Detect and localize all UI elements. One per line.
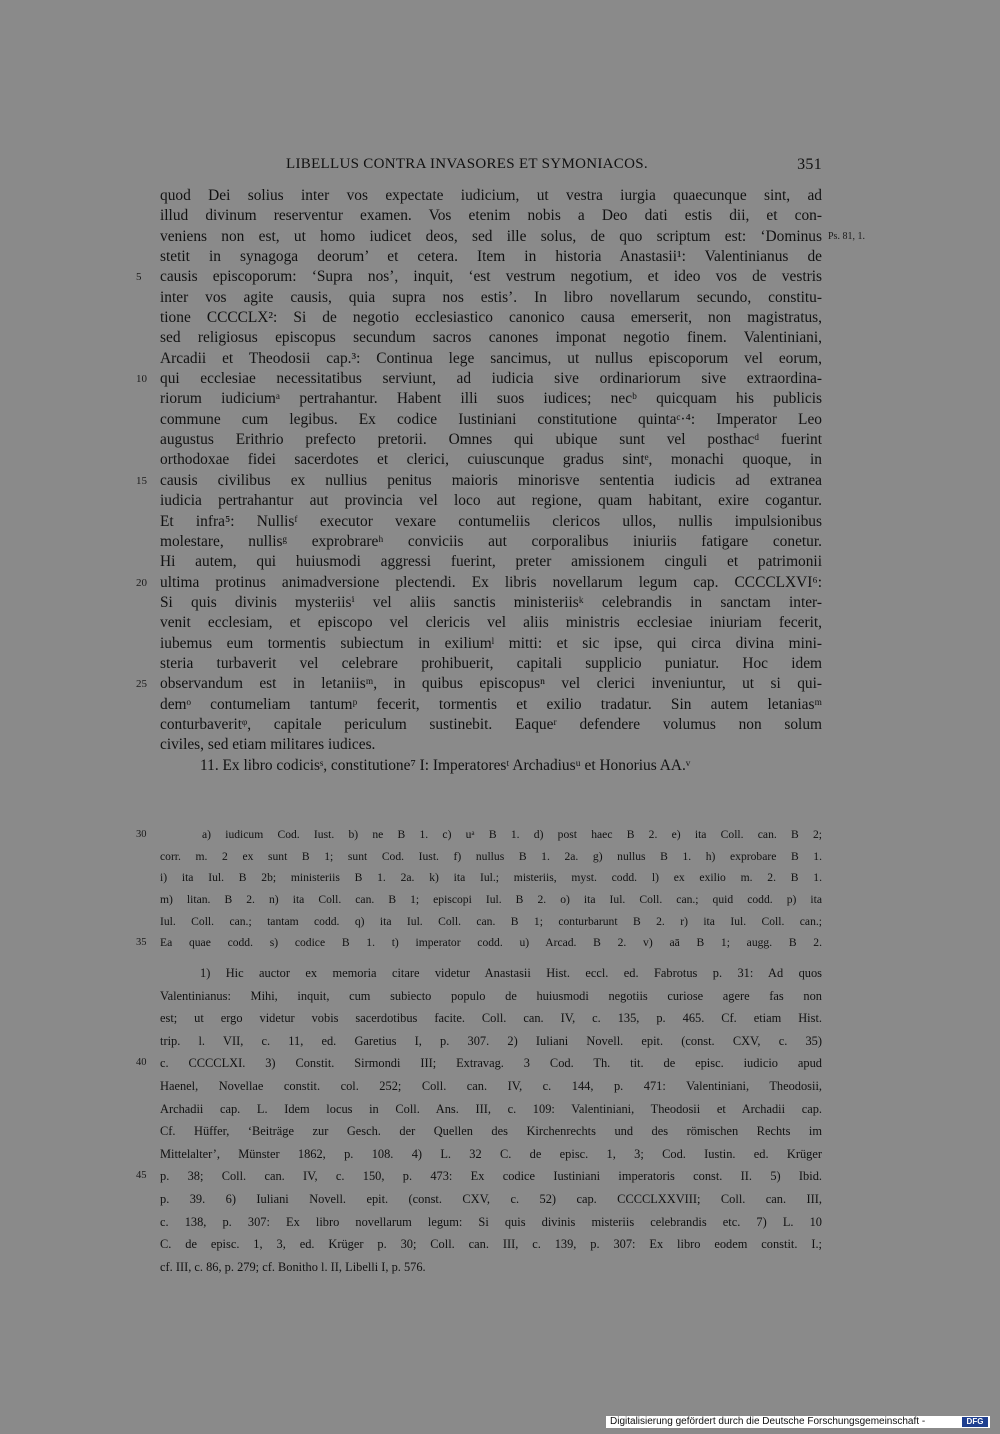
footnote-line bbox=[160, 1098, 822, 1121]
running-header bbox=[160, 156, 822, 180]
apparatus-line bbox=[160, 867, 822, 889]
line-number: 15 bbox=[136, 474, 147, 487]
text-line bbox=[160, 308, 822, 328]
text-line bbox=[160, 613, 822, 633]
line-text: c. 138, p. 307: Ex libro novellarum legum: Si quis divinis misteriis celebrandis etc. 7) L. 10 bbox=[160, 1214, 822, 1229]
line-text: qui ecclesiae necessitatibus serviunt, ad iudicia sive ordinariorum sive extraordina- bbox=[160, 370, 822, 388]
line-number: 40 bbox=[136, 1057, 147, 1069]
text-line bbox=[160, 430, 822, 450]
text-line bbox=[160, 634, 822, 654]
line-text: Valentinianus: Mihi, inquit, cum subiecto populo de huiusmodi negotiis curiose agere fas non bbox=[160, 988, 822, 1003]
apparatus-line bbox=[160, 889, 822, 911]
line-text: inter vos agite causis, quia supra nos estis’. In libro novellarum secundo, constitu- bbox=[160, 288, 822, 306]
text-line bbox=[136, 573, 822, 593]
line-number: 25 bbox=[136, 678, 147, 691]
text-line bbox=[160, 227, 865, 247]
text-line bbox=[160, 695, 822, 715]
footnote-line bbox=[160, 1233, 822, 1256]
footnote-line bbox=[160, 1007, 822, 1030]
line-number: 10 bbox=[136, 373, 147, 386]
line-text: ultima protinus animadversione plectendi. Ex libris novellarum legum cap. CCCCLXVI⁶: bbox=[160, 573, 822, 591]
line-text: illud divinum reserventur examen. Vos etenim nobis a Deo dati estis dii, et con- bbox=[160, 207, 822, 225]
text-line bbox=[136, 471, 822, 491]
dfg-logo: DFG bbox=[962, 1417, 988, 1427]
line-text: demᵒ contumeliam tantumᵖ fecerit, tormentis et exilio tradatur. Sin autem letaniasᵐ bbox=[160, 695, 822, 713]
footnote-line bbox=[160, 962, 822, 985]
line-text: 1) Hic auctor ex memoria citare videtur Anastasii Hist. eccl. ed. Fabrotus p. 31: Ad quos bbox=[200, 966, 822, 980]
apparatus-line bbox=[136, 824, 822, 846]
footnotes bbox=[136, 962, 822, 1278]
line-text: cf. III, c. 86, p. 279; cf. Bonitho l. II, Libelli I, p. 576. bbox=[160, 1259, 426, 1274]
footnote-line bbox=[136, 1165, 822, 1188]
text-line bbox=[136, 674, 822, 694]
text-line bbox=[160, 349, 822, 369]
line-text: Arcadii et Theodosii cap.³: Continua lege sancimus, ut nullus episcoporum vel eorum, bbox=[160, 349, 822, 367]
line-text: iudicia pertrahantur aut provincia vel loco aut regione, quam habitant, exire cogantur. bbox=[160, 492, 822, 510]
line-number: 5 bbox=[136, 271, 142, 284]
line-text: a) iudicum Cod. Iust. b) ne B 1. c) uᵃ B 1. d) post haec B 2. e) ita Coll. can. B 2; bbox=[202, 828, 822, 841]
line-text: molestare, nullisᵍ exprobrareʰ conviciis aut corporalibus iniuriis fatigare conetur. bbox=[160, 532, 822, 550]
text-line bbox=[136, 267, 822, 287]
line-text: 11. Ex libro codicisˢ, constitutione⁷ I: Imperatoresᵗ Archadiusᵘ et Honorius AA.ᵛ bbox=[200, 756, 691, 774]
footnote-line bbox=[160, 1143, 822, 1166]
text-line bbox=[160, 186, 822, 206]
text-line bbox=[160, 715, 822, 735]
line-text: venit ecclesiam, et episcopo vel clericis vel aliis ministris ecclesiae iniuriam fecerit, bbox=[160, 614, 822, 632]
line-text: Et infra⁵: Nullisᶠ executor vexare contumeliis clericos ullos, nullis impulsionibus bbox=[160, 512, 822, 530]
line-number: 45 bbox=[136, 1170, 147, 1182]
apparatus-line bbox=[136, 932, 822, 954]
funding-credit-bar bbox=[606, 1416, 990, 1428]
footnote-line bbox=[160, 1120, 822, 1143]
line-text: corr. m. 2 ex sunt B 1; sunt Cod. Iust. f) nullus B 1. 2a. g) nullus B 1. h) exprobare B 1. bbox=[160, 849, 822, 863]
line-text: sed religiosus episcopus secundum sacros canones imponat negotio finem. Valentiniani, bbox=[160, 329, 822, 347]
text-line bbox=[160, 593, 822, 613]
line-text: Iul. Coll. can.; tantam codd. q) ita Iul. Coll. can. B 1; conturbarunt B 2. r) ita Iul. Coll. can.; bbox=[160, 914, 822, 928]
line-text: Cf. Hüffer, ‘Beiträge zur Gesch. der Quellen des Kirchenrechts und des römischen Rechts im bbox=[160, 1124, 822, 1139]
line-text: trip. l. VII, c. 11, ed. Garetius I, p. 307. 2) Iuliani Novell. epit. (const. CXV, c. 35) bbox=[160, 1033, 822, 1048]
line-text: commune cum legibus. Ex codice Iustiniani constitutione quintaᶜ·⁴: Imperator Leo bbox=[160, 410, 822, 428]
footnote-line bbox=[160, 1075, 822, 1098]
line-text: observandum est in letaniisᵐ, in quibus episcopusⁿ vel clerici inveniuntur, ut si qui- bbox=[160, 675, 822, 693]
line-text: Ea quae codd. s) codice B 1. t) imperator codd. u) Arcad. B 2. v) aā B 1; augg. B 2. bbox=[160, 936, 822, 950]
text-line bbox=[160, 552, 822, 572]
text-line bbox=[136, 369, 822, 389]
footnote-line bbox=[160, 1211, 822, 1234]
text-line bbox=[160, 532, 822, 552]
line-text: Mittelalter’, Münster 1862, p. 108. 4) L. 32 C. de episc. 1, 3; Cod. Iustin. ed. Krüger bbox=[160, 1146, 822, 1161]
text-line bbox=[160, 206, 822, 226]
line-text: quod Dei solius inter vos expectate iudicium, ut vestra iurgia quaecunque sint, ad bbox=[160, 187, 822, 204]
line-text: p. 38; Coll. can. IV, c. 150, p. 473: Ex codice Iustiniani imperatoris const. II. 5) Ibid. bbox=[160, 1169, 822, 1184]
apparatus-line bbox=[160, 911, 822, 933]
line-text: riorum iudiciumᵃ pertrahantur. Habent illi suos iudices; necᵇ quicquam his publicis bbox=[160, 390, 822, 408]
line-text: augustus Erithrio prefecto pretorii. Omnes qui ubique sunt vel posthacᵈ fuerint bbox=[160, 431, 822, 449]
running-title: LIBELLUS CONTRA INVASORES ET SYMONIACOS. bbox=[286, 156, 648, 172]
line-text: est; ut ergo videtur vobis sacerdotibus facite. Coll. can. IV, c. 135, p. 465. Cf. etiam Hist. bbox=[160, 1011, 822, 1026]
apparatus-line bbox=[160, 846, 822, 868]
line-text: steria turbaverit vel celebrare prohibuerit, capitali supplicio puniatur. Hoc idem bbox=[160, 654, 822, 672]
line-text: causis episcoporum: ‘Supra nos’, inquit, ‘est vestrum negotium, et ideo vos de vestris bbox=[160, 268, 822, 286]
text-line bbox=[160, 450, 822, 470]
page-number: 351 bbox=[797, 156, 822, 173]
line-text: Archadii cap. L. Idem locus in Coll. Ans. III, c. 109: Valentiniani, Theodosii et Archadii cap. bbox=[160, 1101, 822, 1116]
line-text: c. CCCCLXI. 3) Constit. Sirmondi III; Extravag. 3 Cod. Th. tit. de episc. iudicio apud bbox=[160, 1056, 822, 1071]
line-text: stetit in synagoga deorum’ et cetera. Item in historia Anastasii¹: Valentinianus de bbox=[160, 248, 822, 266]
footnote-line bbox=[160, 1030, 822, 1053]
line-text: orthodoxae fidei sacerdotes et clerici, cuiuscunque gradus sintᵉ, monachi quoque, in bbox=[160, 451, 822, 469]
footnote-line bbox=[136, 1052, 822, 1075]
line-text: conturbaveritᵠ, capitale periculum sustinebit. Eaqueʳ defendere volumus non solum bbox=[160, 715, 822, 733]
line-text: tione CCCCLX²: Si de negotio ecclesiastico canonico causa emerserit, non magistratus, bbox=[160, 309, 822, 327]
footnote-line bbox=[160, 985, 822, 1008]
text-line bbox=[160, 491, 822, 511]
line-text: i) ita Iul. B 2b; ministeriis B 1. 2a. k) ita Iul.; misteriis, myst. codd. l) ex exilio m. 2. B 1. bbox=[160, 871, 822, 885]
line-text: m) litan. B 2. n) ita Coll. can. B 1; episcopi Iul. B 2. o) ita Iul. Coll. can.; quid codd. p) ita bbox=[160, 893, 822, 907]
margin-reference: Ps. 81, 1. bbox=[828, 230, 865, 242]
text-line bbox=[160, 654, 822, 674]
line-text: p. 39. 6) Iuliani Novell. epit. (const. CXV, c. 52) cap. CCCCLXXVIII; Coll. can. III, bbox=[160, 1191, 822, 1206]
line-text: causis civilibus ex nullius penitus maioris minorisve sententia iudicis ad extranea bbox=[160, 471, 822, 489]
text-line bbox=[160, 288, 822, 308]
text-line bbox=[160, 410, 822, 430]
line-text: Si quis divinis mysteriisⁱ vel aliis sanctis ministeriisᵏ celebrandis in sanctam inter- bbox=[160, 593, 822, 611]
funding-credit-text: Digitalisierung gefördert durch die Deutsche Forschungsgemeinschaft - bbox=[610, 1416, 926, 1427]
critical-apparatus bbox=[136, 824, 822, 954]
text-line bbox=[160, 247, 822, 267]
line-text: Hi autem, qui huiusmodi aggressi fuerint, preter amissionem cinguli et patrimonii bbox=[160, 553, 822, 571]
footnote-line bbox=[160, 1256, 822, 1279]
line-text: veniens non est, ut homo iudicet deos, sed ille solus, de quo scriptum est: ‘Dominus bbox=[160, 227, 822, 245]
text-line bbox=[160, 735, 822, 755]
line-text: iubemus eum tormentis subiectum in exiliumˡ mitti: et sic ipse, qui circa divina mini- bbox=[160, 634, 822, 652]
line-number: 20 bbox=[136, 576, 147, 589]
line-number: 35 bbox=[136, 937, 147, 949]
line-text: civiles, sed etiam militares iudices. bbox=[160, 736, 376, 754]
footnote-line bbox=[160, 1188, 822, 1211]
text-line bbox=[160, 328, 822, 348]
section-heading-line bbox=[160, 756, 822, 776]
main-text bbox=[136, 186, 865, 776]
text-line bbox=[160, 389, 822, 409]
text-line bbox=[160, 512, 822, 532]
line-text: Haenel, Novellae constit. col. 252; Coll. can. IV, c. 144, p. 471: Valentiniani, Theodosii, bbox=[160, 1078, 822, 1093]
line-text: C. de episc. 1, 3, ed. Krüger p. 30; Coll. can. III, c. 139, p. 307: Ex libro eodem constit. I.; bbox=[160, 1237, 822, 1252]
line-number: 30 bbox=[136, 829, 147, 840]
